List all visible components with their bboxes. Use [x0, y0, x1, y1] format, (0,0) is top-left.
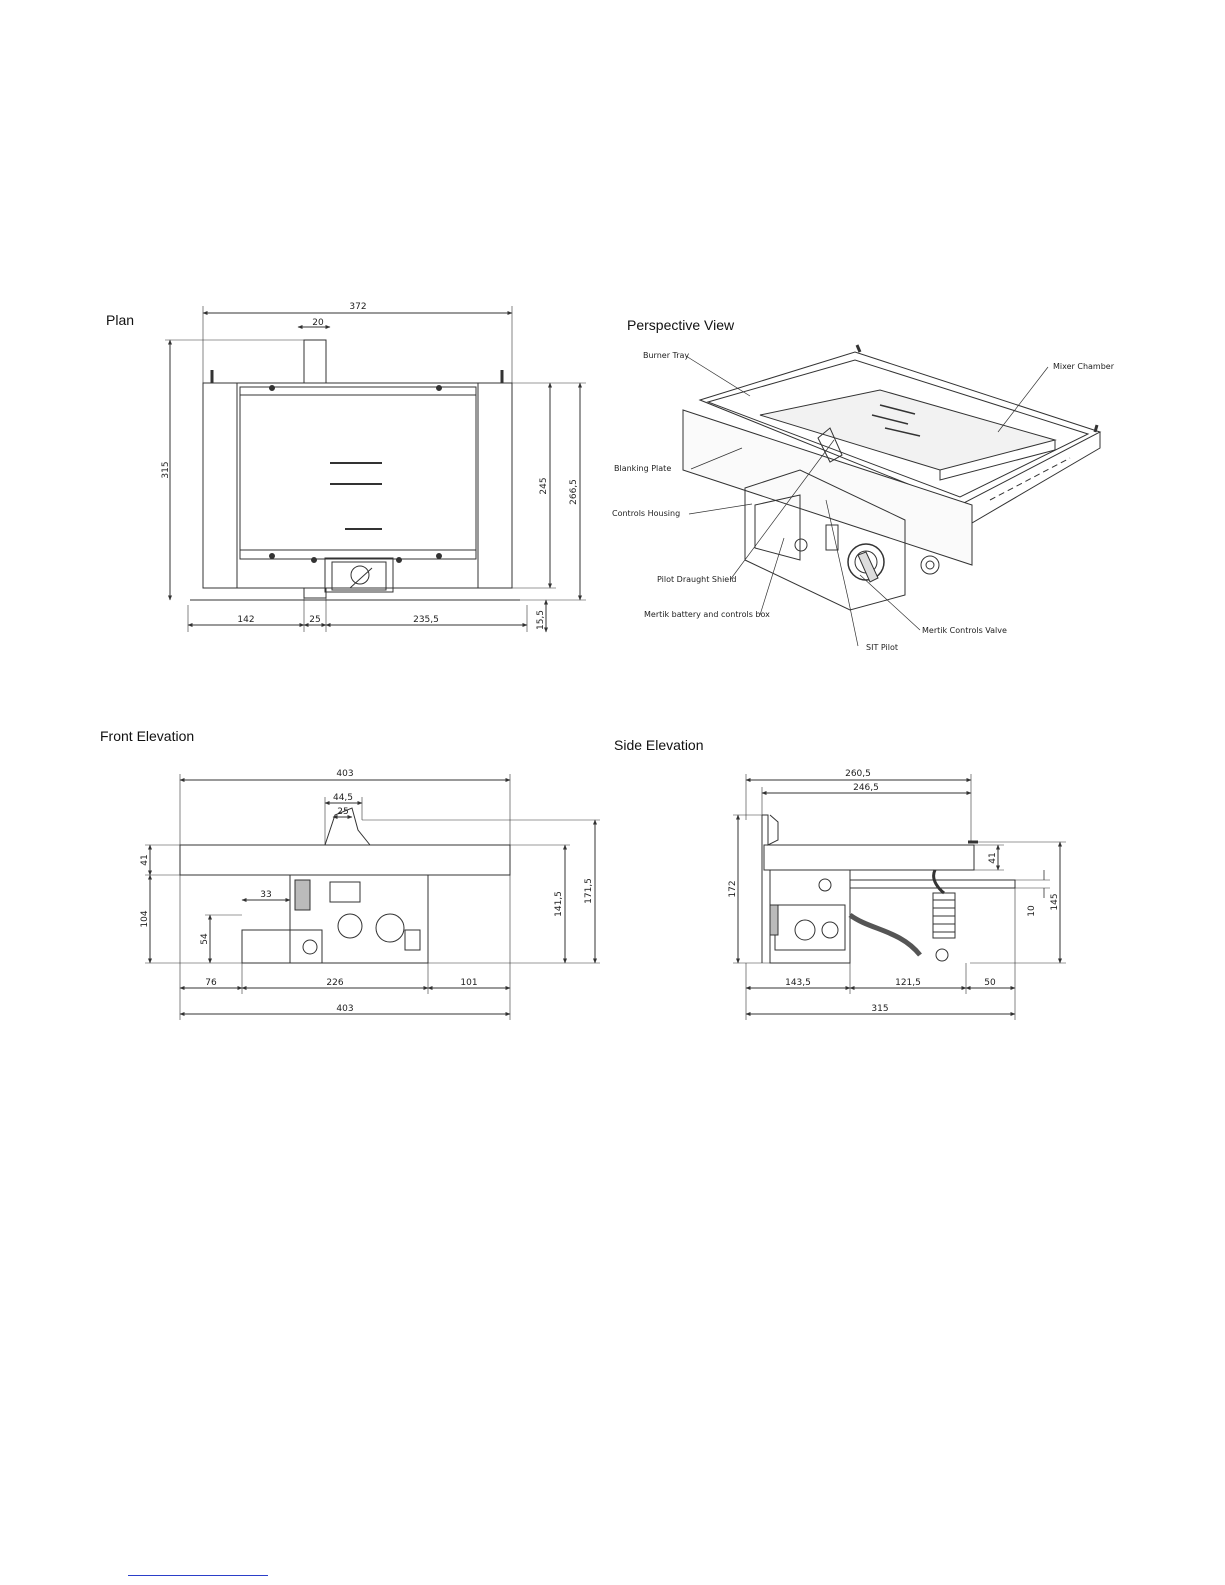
- front-dim-104: 104: [140, 910, 150, 928]
- side-dim-143-5: 143,5: [785, 978, 811, 988]
- side-tray: [764, 845, 974, 870]
- front-dimension-labels: [140, 769, 594, 1014]
- front-dim-101: 101: [460, 978, 478, 988]
- side-housing: [770, 870, 850, 963]
- front-dim-141-5: 141,5: [554, 891, 564, 917]
- label-mixer-chamber: Mixer Chamber: [1053, 362, 1115, 371]
- front-dim-171-5: 171,5: [584, 878, 594, 904]
- plan-dim-372: 372: [349, 302, 367, 312]
- side-dim-41: 41: [988, 852, 998, 864]
- side-dim-50: 50: [984, 978, 996, 988]
- front-dim-76: 76: [205, 978, 217, 988]
- side-dim-121-5: 121,5: [895, 978, 921, 988]
- front-dim-33: 33: [260, 890, 272, 900]
- label-mertik-battery-box: Mertik battery and controls box: [644, 610, 770, 619]
- side-elevation-title: Side Elevation: [614, 737, 704, 753]
- label-pilot-draught-shield: Pilot Draught Shield: [657, 575, 737, 584]
- perspective-title: Perspective View: [627, 317, 735, 333]
- side-dim-260-5: 260,5: [845, 769, 871, 779]
- front-dim-403-bottom: 403: [336, 1004, 354, 1014]
- plan-dimension-labels: [161, 302, 579, 630]
- side-dimension-labels: [728, 769, 1060, 1014]
- plan-dim-20: 20: [312, 318, 324, 328]
- front-dim-403-top: 403: [336, 769, 354, 779]
- side-dim-145: 145: [1050, 893, 1060, 911]
- plan-flue: [304, 340, 326, 383]
- front-dim-25: 25: [337, 807, 349, 817]
- plan-title: Plan: [106, 312, 135, 328]
- plan-view: [165, 306, 586, 632]
- label-blanking-plate: Blanking Plate: [614, 464, 672, 473]
- perspective-view: [683, 345, 1100, 646]
- label-mertik-controls-valve: Mertik Controls Valve: [922, 626, 1007, 635]
- label-burner-tray: Burner Tray: [643, 351, 690, 360]
- side-dim-10: 10: [1027, 905, 1037, 917]
- front-tray: [180, 845, 510, 875]
- label-controls-housing: Controls Housing: [612, 509, 681, 518]
- side-front-plate: [762, 815, 778, 845]
- side-flange: [850, 880, 1015, 888]
- side-dim-315: 315: [871, 1004, 889, 1014]
- plan-body: [203, 383, 512, 588]
- plan-dim-245: 245: [539, 477, 549, 495]
- plan-dim-315: 315: [161, 461, 171, 479]
- plan-dim-15-5: 15,5: [536, 609, 546, 631]
- front-elevation-title: Front Elevation: [100, 728, 195, 744]
- plan-dim-142: 142: [237, 615, 255, 625]
- plan-dim-235-5: 235,5: [413, 615, 439, 625]
- front-dim-41: 41: [140, 854, 150, 866]
- label-sit-pilot: SIT Pilot: [866, 643, 898, 652]
- front-dim-226: 226: [326, 978, 344, 988]
- front-battery-box: [242, 930, 322, 963]
- plan-dim-266-5: 266,5: [569, 479, 579, 505]
- plan-tray: [240, 387, 476, 559]
- front-dim-54: 54: [200, 933, 210, 945]
- plan-dim-25: 25: [309, 615, 321, 625]
- front-dim-44-5: 44,5: [332, 793, 354, 803]
- side-dim-172: 172: [728, 880, 738, 898]
- footer-rule: [128, 1575, 268, 1576]
- side-dim-246-5: 246,5: [853, 783, 879, 793]
